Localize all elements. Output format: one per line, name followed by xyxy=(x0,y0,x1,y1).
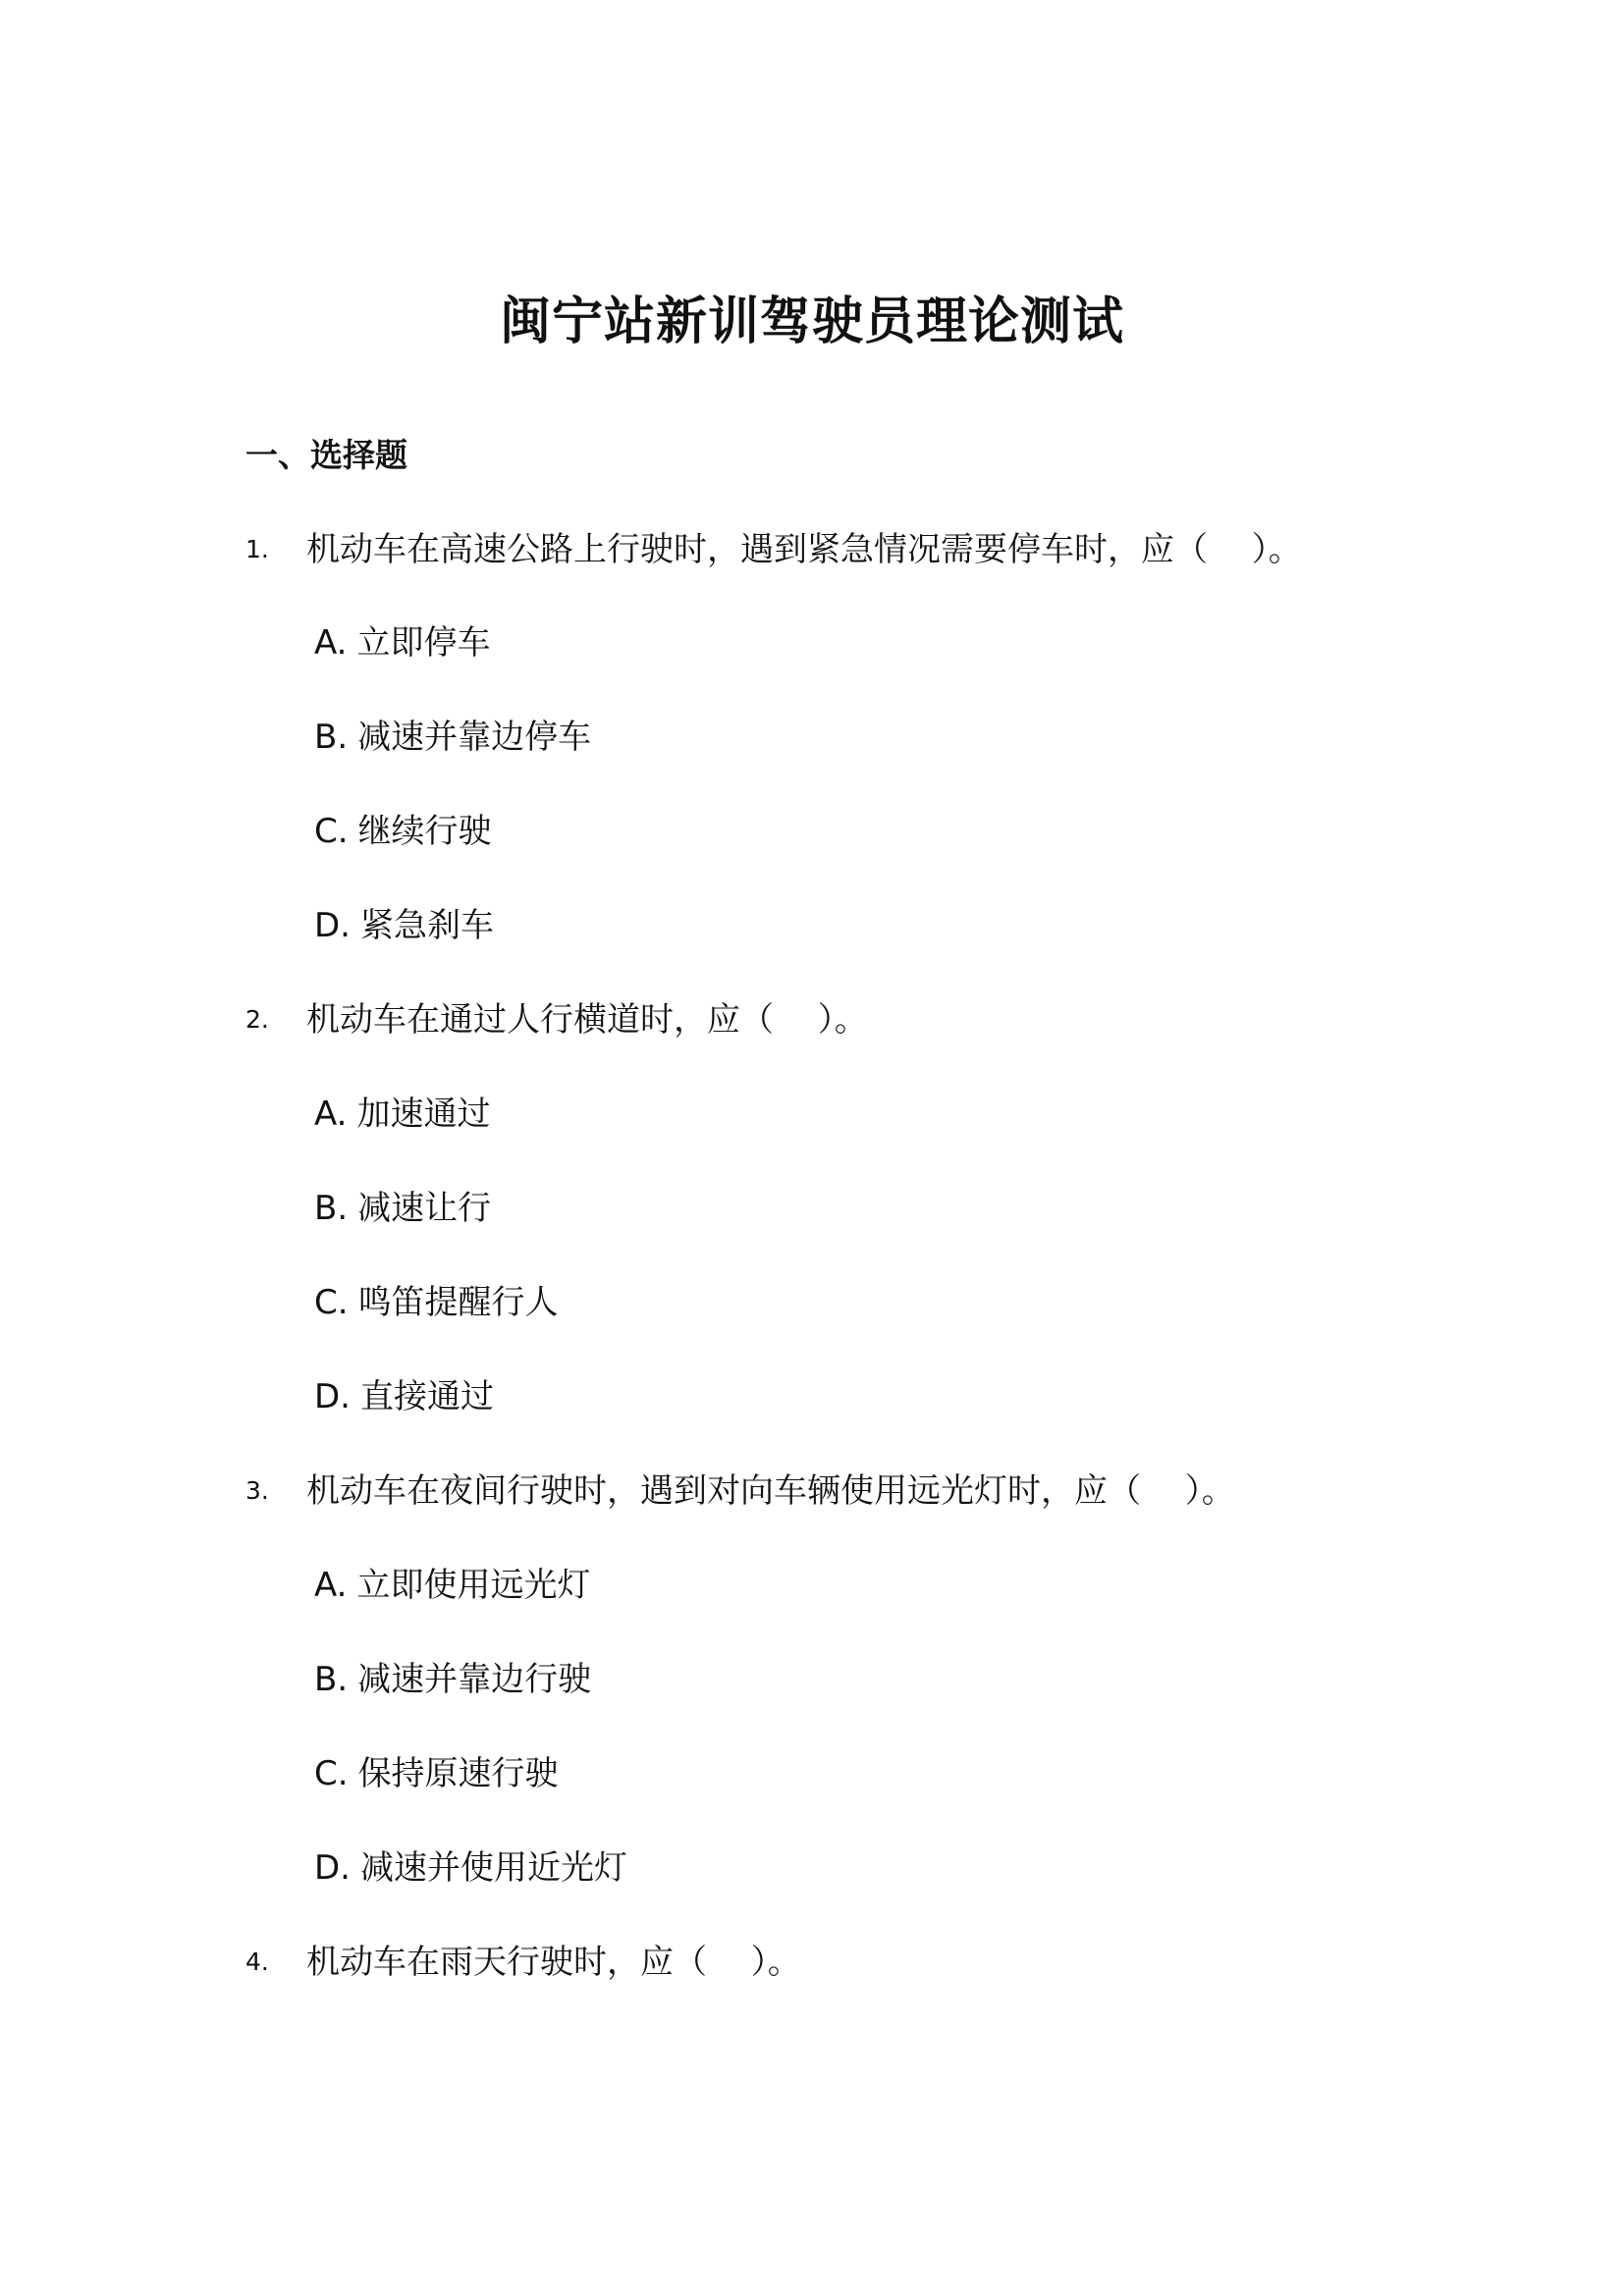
option-text: 继续行驶 xyxy=(357,812,492,851)
question-number: 2. xyxy=(245,1005,269,1034)
option-text: 直接通过 xyxy=(360,1377,494,1416)
question-number: 4. xyxy=(245,1948,269,1976)
option-text: 减速让行 xyxy=(357,1189,492,1228)
question-text: 机动车在雨天行驶时，应（ ）。 xyxy=(306,1943,801,1982)
option-text: 鸣笛提醒行人 xyxy=(357,1283,559,1322)
option-letter: D. xyxy=(314,1377,351,1416)
option-letter: B. xyxy=(314,1660,349,1699)
question-4 xyxy=(245,1938,801,1987)
option-letter: C. xyxy=(314,812,349,851)
option-letter: B. xyxy=(314,718,349,757)
question-text: 机动车在高速公路上行驶时，遇到紧急情况需要停车时，应（ ）。 xyxy=(306,530,1302,569)
option-letter: D. xyxy=(314,1848,351,1888)
question-number: 3. xyxy=(245,1476,269,1505)
question-2-option-b xyxy=(314,1184,491,1233)
option-text: 减速并使用近光灯 xyxy=(360,1848,627,1888)
option-letter: C. xyxy=(314,1754,349,1793)
option-letter: D. xyxy=(314,906,351,945)
section-heading: 一、选择题 xyxy=(245,436,407,474)
question-2-option-c xyxy=(314,1278,559,1327)
question-2-option-d xyxy=(314,1372,494,1421)
option-text: 保持原速行驶 xyxy=(357,1754,559,1793)
question-3-option-c xyxy=(314,1749,559,1798)
question-3-option-a xyxy=(314,1561,590,1610)
question-1-option-d xyxy=(314,901,494,950)
option-text: 减速并靠边行驶 xyxy=(357,1660,592,1699)
question-2-option-a xyxy=(314,1090,490,1139)
option-letter: B. xyxy=(314,1189,349,1228)
question-3-option-d xyxy=(314,1843,627,1893)
option-letter: A. xyxy=(314,1566,348,1605)
question-number: 1. xyxy=(245,535,269,563)
question-2 xyxy=(245,995,868,1044)
option-text: 立即使用远光灯 xyxy=(356,1566,591,1605)
question-text: 机动车在通过人行横道时，应（ ）。 xyxy=(306,1000,868,1040)
question-1-option-c xyxy=(314,807,492,856)
option-text: 立即停车 xyxy=(356,623,491,663)
option-text: 紧急刹车 xyxy=(360,906,494,945)
question-3-option-b xyxy=(314,1655,591,1704)
document-title: 闽宁站新训驾驶员理论测试 xyxy=(499,293,1124,351)
option-letter: A. xyxy=(314,623,348,663)
question-1-option-a xyxy=(314,618,490,667)
question-1 xyxy=(245,525,1302,574)
option-letter: A. xyxy=(314,1095,348,1134)
option-text: 减速并靠边停车 xyxy=(357,718,592,757)
question-3 xyxy=(245,1467,1235,1516)
option-text: 加速通过 xyxy=(356,1095,491,1134)
option-letter: C. xyxy=(314,1283,349,1322)
question-1-option-b xyxy=(314,713,591,762)
question-text: 机动车在夜间行驶时，遇到对向车辆使用远光灯时，应（ ）。 xyxy=(306,1471,1235,1511)
